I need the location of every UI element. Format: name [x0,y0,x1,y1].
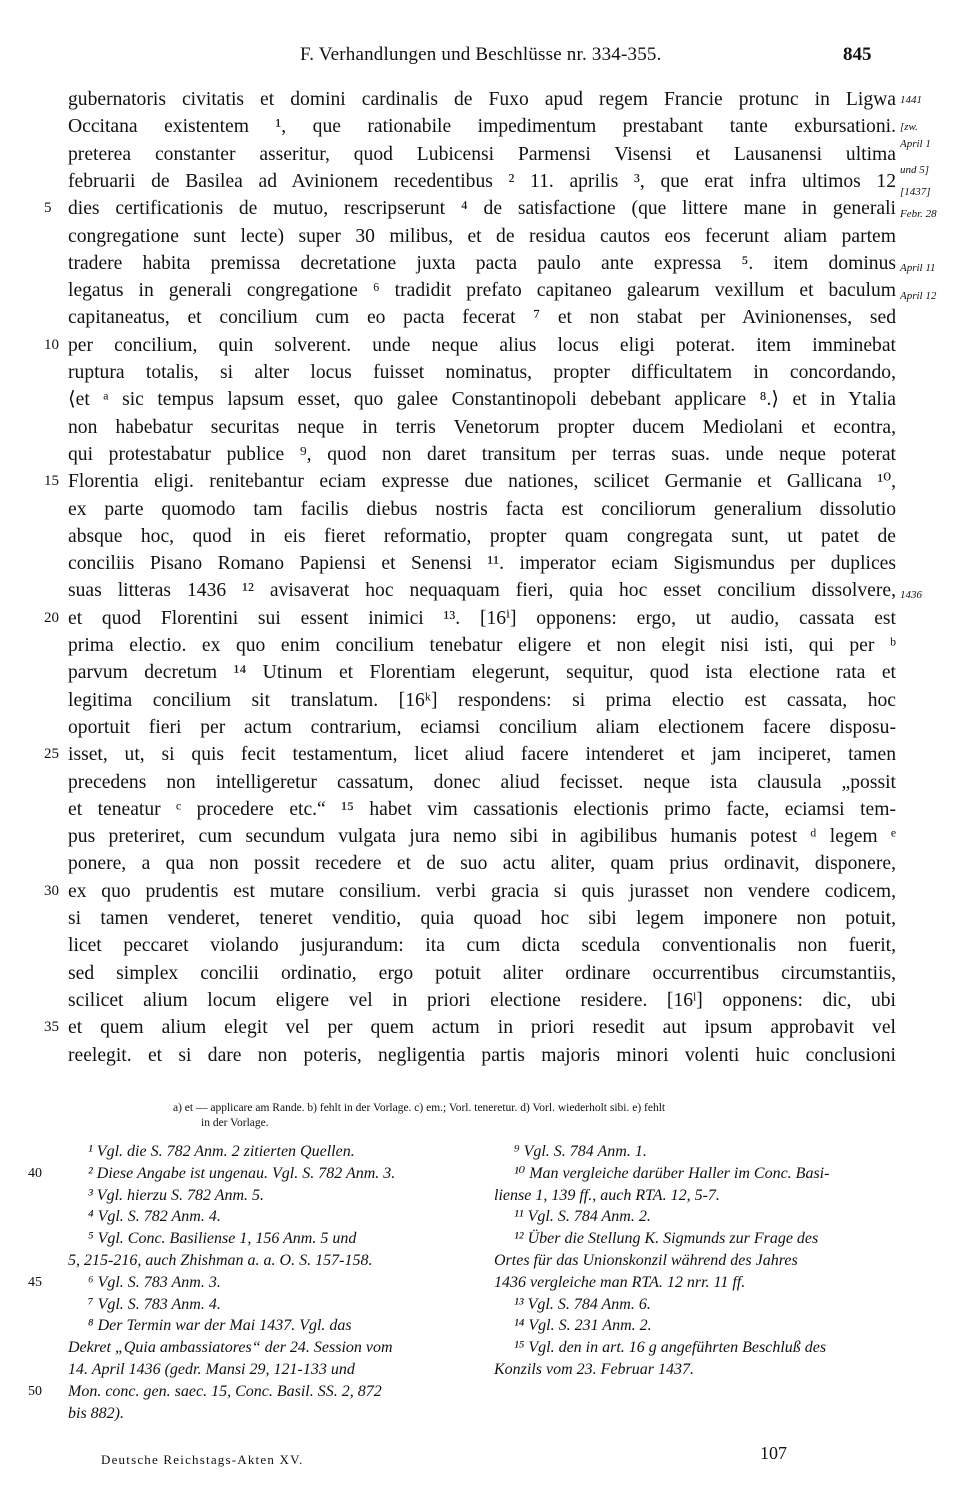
text-line: ponere, a qua non possit recedere et de suo actu aliter, quam prius ordinavit, disponere, [68,853,896,875]
text-line: per concilium, quin solverent. unde neque alius locus eligi poterat. item imminebat [68,334,896,356]
text-line: prima electio. ex quo enim concilium tenebatur eligere et non elegit nisi isti, qui per ᵇ [68,635,896,656]
margin-date-note: 1436 [900,589,922,601]
text-line: absque hoc, quod in eis fieret reformatio, propter quam congregata sunt, ut patet de [68,525,896,547]
footnote-line: bis 882). [68,1404,124,1422]
text-line: tradere habita premissa decretatione juxta pacta paulo ante expressa ⁵. item dominus [68,252,896,274]
text-line: precedens non intelligeretur cassatum, donec aliud fecisset. neque ista clausula „possit [68,771,896,793]
margin-date-note: [zw. [900,121,918,133]
text-line: ruptura totalis, si alter locus fuisset nominatus, propter difficultatem in concordando, [68,362,896,383]
margin-date-note: April 12 [900,290,937,302]
text-line: ex parte quomodo tam facilis diebus nostris facta est conciliorum generalium dissolutio [68,498,896,520]
text-line: gubernatoris civitatis et domini cardinalis de Fuxo apud regem Francie protunc in Ligwa [68,89,896,110]
footnote-line: Ortes für das Unionskonzil während des Jahres [494,1251,798,1269]
footnote-line: ³ Vgl. hierzu S. 782 Anm. 5. [88,1186,265,1204]
footnote-line: 1436 vergleiche man RTA. 12 nrr. 11 ff. [494,1273,746,1291]
footnote-line: 5, 215-216, auch Zhishman a. a. O. S. 157-158. [68,1251,373,1269]
text-line: non habebatur securitas neque in terris Venetorum propter ducem Mediolani et econtra, [68,416,896,438]
footnote-line: ¹⁴ Vgl. S. 231 Anm. 2. [514,1317,652,1335]
line-number: 30 [44,882,59,899]
text-line: parvum decretum ¹⁴ Utinum et Florentiam elegerunt, sequitur, quod ista electione rata et [68,662,896,684]
text-line: capitaneatus, et concilium cum eo pacta fecerat ⁷ et non stabat per Avinionenses, sed [68,307,896,329]
line-number: 15 [44,473,59,490]
footnotes-right-column [494,1141,898,1381]
text-line: et quem alium elegit vel per quem actum in priori resedit aut ipsum approbavit vel [68,1017,896,1039]
footnote-line: ⁹ Vgl. S. 784 Anm. 1. [514,1143,647,1160]
text-line: si tamen venderet, teneret venditio, quia quoad hoc sibi legem imponere non potuit, [68,908,896,929]
text-line: et teneatur ᶜ procedere etc.“ ¹⁵ habet vim cassationis electionis primo facte, eciamsi tem- [68,798,896,820]
footnote-line: ⁶ Vgl. S. 783 Anm. 3. [88,1273,221,1291]
text-line: scilicet alium locum eligere vel in priori electione residere. [16ˡ] opponens: dic, ubi [68,989,896,1011]
text-line: suas litteras 1436 ¹² avisaverat hoc nequaquam fieri, quia hoc esset concilium dissolvere, [68,580,896,602]
footnote-line: Mon. conc. gen. saec. 15, Conc. Basil. SS. 2, 872 [68,1382,382,1400]
footnote-line: ⁷ Vgl. S. 783 Anm. 4. [88,1295,221,1313]
line-number: 25 [44,746,59,763]
footnote-line: ⁸ Der Termin war der Mai 1437. Vgl. das [88,1317,352,1335]
text-line: Occitana existentem ¹, que rationabile impedimentum prestabant tante exbursationi. [68,116,896,138]
text-line: congregatione sunt lecte) super 30 milibus, et de residua cautos eos fecerunt aliam partem [68,225,896,247]
text-line: licet peccaret violando jusjurandum: ita cum dicta scedula conventionalis non fuerit, [68,935,896,957]
footnote-line: liense 1, 139 ff., auch RTA. 12, 5-7. [494,1186,720,1204]
text-line: reelegit. et si dare non poteris, negligentia partis majoris minori volenti huic conclusioni [68,1044,896,1066]
margin-date-note: 1441 [900,94,922,106]
line-number: 50 [28,1383,42,1399]
text-line: ⟨et ᵃ sic tempus lapsum esset, quo galee Constantinopoli debebant applicare ⁸.⟩ et in Ytalia [68,389,896,411]
critical-apparatus-line: a) et — applicare am Rande. b) fehlt in der Vorlage. c) em.; Vorl. teneretur. d) Vorl. wiederholt sibi. e) fehlt [173,1102,666,1114]
text-line: sed simplex concilii ordinatio, ergo potuit aliter ordinare occurrentibus circumstantiis, [68,962,896,984]
line-number: 20 [44,609,59,626]
footnote-line: Konzils vom 23. Februar 1437. [494,1360,694,1378]
footnote-line: ² Diese Angabe ist ungenau. Vgl. S. 782 Anm. 3. [88,1164,396,1182]
footnotes-left-column [68,1141,468,1424]
text-line: februarii de Basilea ad Avinionem recedentibus ² 11. aprilis ³, que erat infra ultimos 12 [68,170,896,192]
footnote-line: ⁴ Vgl. S. 782 Anm. 4. [88,1208,221,1226]
footnote-line: ¹² Über die Stellung K. Sigmunds zur Frage des [514,1230,819,1248]
footnote-line: Dekret „Quia ambassiatores“ der 24. Session vom [68,1339,393,1357]
text-line: isset, ut, si quis fecit testamentum, licet aliud facere intenderet et jam inciperet, tamen [68,744,896,766]
line-number: 45 [28,1274,42,1290]
text-line: conciliis Pisano Romano Papiensi et Senensi ¹¹. imperator eciam Sigismundus per duplices [68,553,896,575]
line-number: 35 [44,1019,59,1036]
footnote-line: ⁵ Vgl. Conc. Basiliense 1, 156 Anm. 5 und [88,1230,357,1248]
footnote-line: ¹⁰ Man vergleiche darüber Haller im Conc. Basi- [514,1164,830,1182]
text-line: dies certificationis de mutuo, rescripserunt ⁴ de satisfactione (que littere mane in generali [68,198,896,220]
page-number: 845 [843,44,872,65]
line-number: 5 [44,200,52,217]
text-line: oportuit fieri per actum contrarium, eciamsi concilium aliam electionem facere disposu- [68,716,896,738]
text-line: ex quo prudentis est mutare consilium. verbi gracia si quis jurasset non vendere codicem, [68,880,896,902]
signature-number: 107 [760,1443,787,1463]
text-line: qui protestabatur publice ⁹, quod non daret transitum per terras suas. unde neque poterat [68,443,896,465]
running-header: F. Verhandlungen und Beschlüsse nr. 334-355. [300,44,662,65]
text-line: preterea constanter asseritur, quod Lubicensi Parmensi Visensi et Lausanensi ultima [68,143,896,165]
text-line: pus preteriret, cum secundum vulgata jura nemo sibi in agibilibus humanis potest ᵈ legem ᵉ [68,826,896,848]
text-line: legatus in generali congregatione ⁶ tradidit prefato capitaneo galearum vexillum et baculum [68,280,896,302]
footnote-line: ¹³ Vgl. S. 784 Anm. 6. [514,1295,651,1313]
line-number: 10 [44,336,59,353]
margin-date-note: und 5] [900,164,930,176]
margin-date-note: April 11 [900,262,936,274]
margin-date-note: April 1 [900,138,931,150]
footnote-line: ¹ Vgl. die S. 782 Anm. 2 zitierten Quellen. [88,1143,355,1160]
critical-apparatus-line: in der Vorlage. [201,1117,269,1129]
footnote-line: ¹¹ Vgl. S. 784 Anm. 2. [514,1208,651,1226]
text-line: Florentia eligi. renitebantur eciam expresse due nationes, scilicet Germanie et Gallicana ¹⁰, [68,471,896,493]
line-number: 40 [28,1165,42,1181]
text-line: et quod Florentini sui essent inimici ¹³. [16ⁱ] opponens: ergo, ut audio, cassata est [68,607,896,629]
series-title: Deutsche Reichstags-Akten XV. [101,1452,304,1467]
text-line: legitima concilium sit translatum. [16ᵏ] respondens: si prima electio est cassata, hoc [68,689,896,711]
footnote-line: ¹⁵ Vgl. den in art. 16 g angeführten Beschluß des [514,1339,827,1357]
critical-apparatus [173,1101,898,1131]
footnote-line: 14. April 1436 (gedr. Mansi 29, 121-133 und [68,1360,355,1378]
margin-date-note: [1437] [900,186,931,198]
margin-date-note: Febr. 28 [900,208,937,220]
